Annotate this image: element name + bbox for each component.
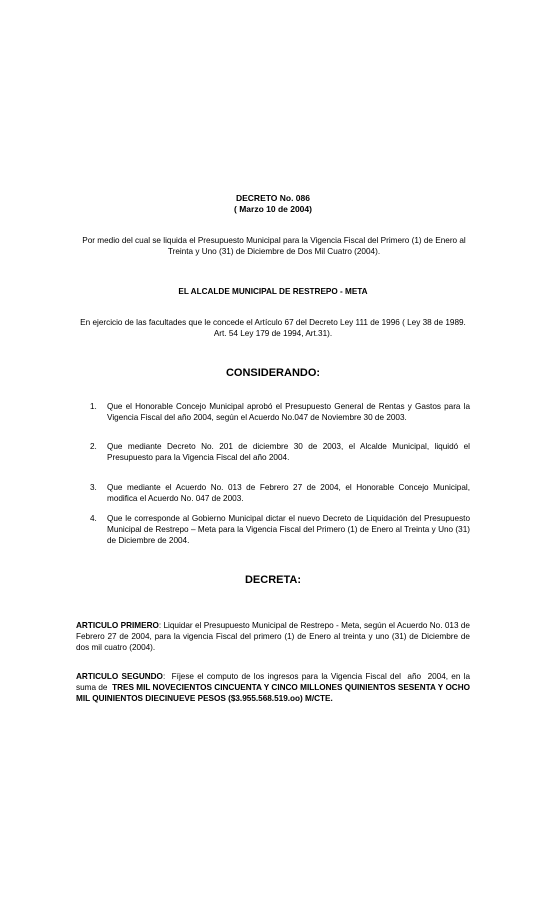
articulo-label: ARTICULO PRIMERO — [76, 621, 159, 630]
articulo-label: ARTICULO SEGUNDO — [76, 672, 163, 681]
considerando-item — [90, 441, 470, 463]
decree-header — [0, 193, 546, 215]
decree-date: ( Marzo 10 de 2004) — [234, 204, 312, 214]
articulo-text: : Fíjese el computo de los ingresos para la Vigencia Fiscal del año 2004, en la suma de — [76, 672, 473, 692]
item-text: Que le corresponde al Gobierno Municipal dictar el nuevo Decreto de Liquidación del Presupuesto Municipal de Restrepo – Meta para la Vigencia Fiscal del Primero (1) de Enero al Treinta y Uno (31) de Diciembre de 2004. — [107, 514, 470, 545]
item-text: Que mediante Decreto No. 201 de diciembre 30 de 2003, el Alcalde Municipal, liquidó el Presupuesto para la Vigencia Fiscal del año 2004. — [107, 442, 470, 462]
decreta-heading: DECRETA: — [244, 574, 301, 586]
decree-title: DECRETO No. 086 — [235, 193, 310, 203]
considerando-item — [90, 401, 470, 423]
item-number: 1. — [90, 402, 97, 411]
articulo-text: : Liquidar el Presupuesto Municipal de Restrepo - Meta, según el Acuerdo No. 013 de Febrero 27 de 2004, para la vigencia Fiscal del primero (1) de Enero al treinta y uno (31) de Diciembre de dos mil cuatro (2004). — [76, 621, 470, 652]
decree-intro: Por medio del cual se liquida el Presupuesto Municipal para la Vigencia Fiscal del Primero (1) de Enero al Treinta y Uno (31) de Diciembre de Dos Mil Cuatro (2004). — [82, 236, 466, 256]
articulo-segundo — [76, 671, 473, 704]
item-text: Que el Honorable Concejo Municipal aprobó el Presupuesto General de Rentas y Gastos para la Vigencia Fiscal del año 2004, según el Acuerdo No.047 de Noviembre 30 de 2003. — [107, 402, 470, 422]
decree-powers: En ejercicio de las facultades que le concede el Artículo 67 del Decreto Ley 111 de 1996 ( Ley 38 de 1989. Art. 54 Ley 179 de 1994, Art.31). — [80, 318, 466, 338]
item-number: 4. — [90, 514, 97, 523]
item-number: 2. — [90, 442, 97, 451]
articulo-primero — [76, 620, 470, 653]
considerando-heading: CONSIDERANDO: — [225, 367, 321, 379]
articulo-amount: TRES MIL NOVECIENTOS CINCUENTA Y CINCO MILLONES QUINIENTOS SESENTA Y OCHO MIL QUINIENTOS DIECINUEVE PESOS ($3.955.568.519.oo) M/CTE. — [76, 683, 471, 703]
considerando-item — [90, 482, 470, 504]
item-number: 3. — [90, 483, 97, 492]
decree-authority: EL ALCALDE MUNICIPAL DE RESTREPO - META — [178, 287, 368, 296]
item-text: Que mediante el Acuerdo No. 013 de Febrero 27 de 2004, el Honorable Concejo Municipal, modifica el Acuerdo No. 047 de 2003. — [107, 483, 470, 503]
considerando-item — [90, 513, 470, 546]
